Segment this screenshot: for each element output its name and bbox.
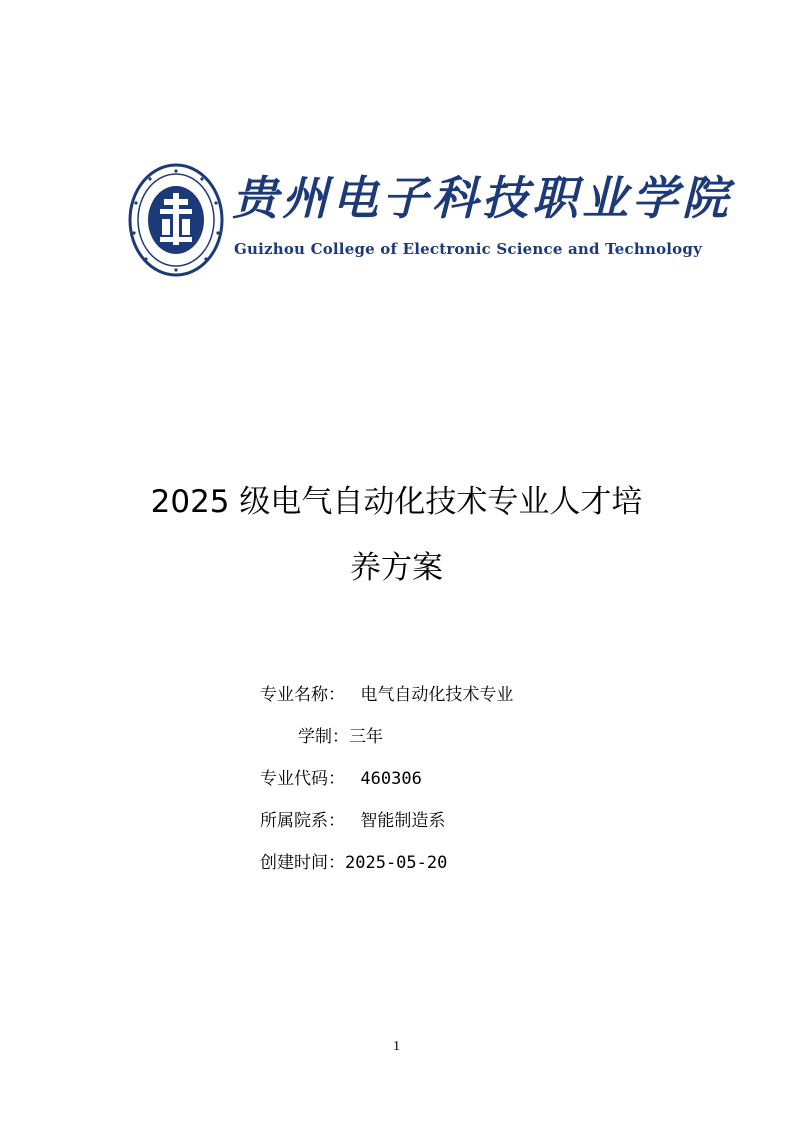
document-title-line2: 养方案 bbox=[350, 550, 443, 586]
document-title-line1: 2025 级电气自动化技术专业人才培 bbox=[150, 484, 643, 520]
department-label: 所属院系： bbox=[260, 811, 345, 831]
info-row-major bbox=[260, 684, 513, 706]
department-value: 智能制造系 bbox=[360, 811, 446, 831]
college-logo bbox=[128, 163, 732, 283]
code-label: 专业代码： bbox=[260, 769, 345, 789]
college-name-cn: 贵州电子科技职业学院 bbox=[232, 171, 732, 225]
major-value: 电气自动化技术专业 bbox=[360, 685, 514, 705]
duration-value: 三年 bbox=[349, 727, 383, 747]
info-row-duration bbox=[298, 726, 383, 748]
created-value: 2025-05-20 bbox=[345, 853, 448, 873]
created-label: 创建时间： bbox=[260, 853, 345, 873]
info-row-department bbox=[260, 810, 445, 832]
info-row-created bbox=[260, 852, 447, 874]
info-row-code bbox=[260, 768, 422, 790]
code-value: 460306 bbox=[360, 769, 422, 789]
college-seal-icon bbox=[128, 163, 224, 277]
duration-label: 学制： bbox=[298, 727, 349, 747]
page-number: 1 bbox=[393, 1039, 400, 1054]
college-name-en: Guizhou College of Electronic Science and Technology bbox=[234, 240, 702, 258]
major-label: 专业名称： bbox=[260, 685, 345, 705]
